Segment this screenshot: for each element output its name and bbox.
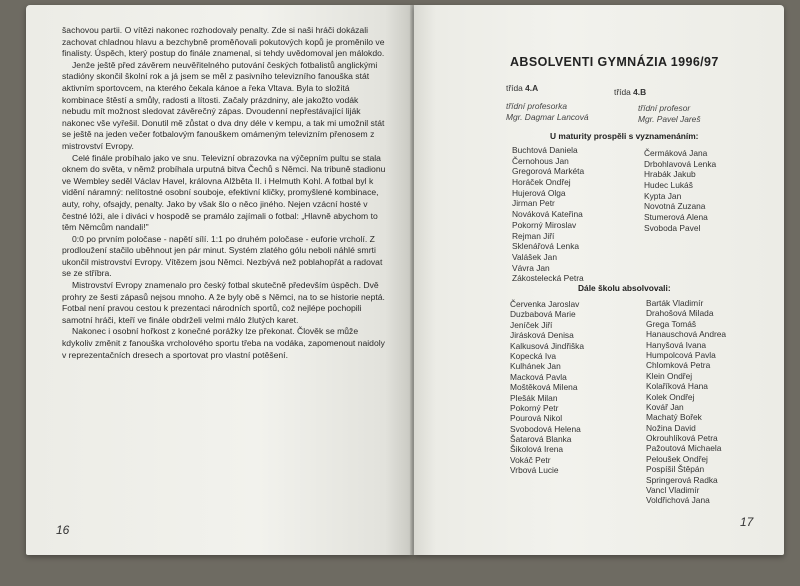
honors-list-b — [644, 148, 716, 234]
list-item: Pourová Nikol — [510, 413, 563, 424]
list-item: Springerová Radka — [646, 474, 718, 485]
list-item: Kovář Jan — [646, 401, 684, 412]
list-item: Kalkusová Jindřiška — [510, 340, 585, 351]
class-word: třída — [506, 83, 523, 93]
booklet-spread — [26, 5, 784, 555]
list-item: Čermáková Jana — [644, 148, 708, 158]
list-item: Moštěková Milena — [510, 382, 578, 393]
list-item: Šikolová Irena — [510, 444, 564, 455]
paragraph: šachovou partii. O vítězi nakonec rozhodovaly penalty. Zde si naši hráči dokázali zachovat chladnou hlavu a bezchybně proměňovali pokutových kopů je proměnilo ve finalisty. Úspěch, který postup do finále znamenal, si tehdy uvědomoval jen málokdo. — [62, 25, 385, 59]
list-item: Kolaříková Hana — [646, 381, 708, 392]
list-item: Nožina David — [646, 422, 696, 433]
article-text — [62, 25, 388, 361]
list-item: Šatarová Blanka — [510, 434, 572, 445]
list-item: Rejman Jiří — [512, 230, 555, 241]
list-item: Grega Tomáš — [646, 318, 697, 329]
list-item: Buchtová Daniela — [512, 145, 578, 155]
list-item: Zákostelecká Petra — [512, 273, 584, 284]
list-item: Sklenářová Lenka — [512, 241, 580, 252]
list-item: Klein Ondřej — [646, 370, 693, 381]
paragraph: Nakonec i osobní hořkost z konečné porážky lze překonat. Člověk se může kdykoliv změnit z fanouška vrcholového sportu třeba na vodáka, zapomenout naidoly v reprezentačních dresech a sportovat pro vlastní potěšení. — [62, 326, 385, 360]
page-number: 17 — [740, 515, 754, 529]
list-item: Voldřichová Jana — [646, 495, 710, 506]
paragraph: Celé finále probíhalo jako ve snu. Televizní obrazovka na výčepním pultu se stala oknem do světa, v němž probíhala urputná bitva Čechů s Němci. Na tribuně stadionu ve Wembley seděl Václav Havel, královna Alžběta II. i Helmuth Kohl. A fotbal byl k vidění náramný: nelítostné osobní souboje, efektivní kličky, promyšlené kombinace, auty, rohy, ofsajdy, penalty. Jako by však šlo o něco jiného. Nejen vzácní hosté v čestné lóži, ale i diváci v hospodě se pramálo zajímali o fotbal: „Hlavně abychom to těm Němcům nandali!" — [62, 152, 386, 233]
list-item: Novotná Zuzana — [644, 201, 706, 212]
teacher-name: Mgr. Pavel Jareš — [638, 113, 701, 124]
list-item: Svobodová Helena — [510, 423, 581, 434]
teacher-role: třídní profesorka — [506, 101, 567, 111]
list-item: Pospíšil Štěpán — [646, 464, 705, 475]
list-item: Vancl Vladimír — [646, 485, 700, 496]
list-item: Machatý Bořek — [646, 412, 702, 423]
class-word: třída — [614, 87, 631, 97]
list-item: Peloušek Ondřej — [646, 453, 708, 464]
list-item: Duzbabová Marie — [510, 309, 576, 320]
list-item: Humpolcová Pavla — [646, 349, 716, 360]
left-page — [26, 5, 412, 555]
list-item: Kypta Jan — [644, 190, 682, 201]
paragraph: 0:0 po prvním poločase - napětí sílí. 1:1 po druhém poločase - euforie vrcholí. Z prodloužení stačilo uběhnout jen pár minut. Systém zlatého gólu neboli náhlé smrti ukončil mistrovství Evropy. Vítězem jsou Němci. Nezbývá než poblahopřát a radovat se ze stříbra. — [62, 233, 383, 279]
list-item: Horáček Ondřej — [512, 177, 571, 188]
list-item: Červenka Jaroslav — [510, 299, 580, 309]
list-item: Kulhánek Jan — [510, 361, 561, 372]
list-item: Valášek Jan — [512, 251, 558, 262]
teacher-name: Mgr. Dagmar Lancová — [506, 111, 589, 122]
class-name: 4.B — [633, 87, 647, 97]
list-item: Barták Vladimír — [646, 298, 704, 308]
list-item: Macková Pavla — [510, 371, 567, 382]
list-item: Svoboda Pavel — [644, 222, 701, 233]
list-item: Gregorová Markéta — [512, 166, 585, 177]
list-item: Hrabák Jakub — [644, 169, 696, 180]
list-item: Jirásková Denisa — [510, 330, 574, 341]
class-b-label — [614, 87, 646, 97]
page-title: ABSOLVENTI GYMNÁZIA 1996/97 — [510, 55, 719, 69]
list-item: Jirman Petr — [512, 198, 555, 209]
list-item: Černohous Jan — [512, 155, 569, 166]
class-name: 4.A — [525, 83, 539, 93]
list-item: Drbohlavová Lenka — [644, 158, 717, 169]
others-list-b — [646, 298, 726, 506]
list-item: Hujerová Olga — [512, 187, 566, 198]
honors-heading: U maturity prospěli s vyznamenáním: — [550, 131, 699, 141]
class-a-teacher — [506, 101, 589, 122]
list-item: Chlomková Petra — [646, 360, 711, 371]
paragraph: Mistrovství Evropy znamenalo pro český fotbal skutečně především úspěch. Dvě prohry ze šesti zápasů nejsou mnoho. A že byly obě s Němci, na to se historie neptá. Fotbal není pravou cestou k prezentaci národních sportů, což nejlépe pochopili samotní hráči, kteří ve finále obdrželi velmi málo žlutých karet. — [62, 280, 385, 325]
others-heading: Dále školu absolvovali: — [578, 283, 671, 293]
paragraph: Jenže ještě před závěrem neuvěřitelného putování českých fotbalistů anglickými stadióny skončil školní rok a já jsem se měl z pasivního televizního fanouška stát aktivním sportovcem, na kterého čekala kánoe a řeka Vltava. Byla to složitá kombinace štěstí a smůly, radosti a lítosti. Začaly prázdniny, ale jakožto vodák nebudu mít možnost sledovat závěrečný zápas. Dvoudenní nepřestávající liják nakonec vše vyřešil. Donutil mě zůstat o dva dny déle v kempu, a tak mi umožnil stát se ještě na jeden večer fotbalovým fanouškem omámeným televizním přenosem z mistrovství Evropy. — [62, 59, 385, 151]
list-item: Drahošová Milada — [646, 308, 714, 319]
list-item: Hanyšová Ivana — [646, 339, 707, 350]
list-item: Pokorný Miroslav — [512, 219, 577, 230]
honors-list-a — [512, 145, 584, 284]
list-item: Hanauschová Andrea — [646, 329, 727, 340]
list-item: Kolek Ondřej — [646, 391, 695, 402]
list-item: Jeníček Jiří — [510, 319, 553, 330]
list-item: Plešák Milan — [510, 392, 558, 403]
list-item: Kopecká Iva — [510, 350, 557, 361]
list-item: Nováková Kateřina — [512, 209, 583, 220]
list-item: Vrbová Lucie — [510, 465, 559, 476]
list-item: Hudec Lukáš — [644, 180, 693, 191]
right-page — [414, 5, 784, 555]
class-a-label — [506, 83, 538, 93]
page-number: 16 — [56, 523, 70, 537]
list-item: Vávra Jan — [512, 262, 550, 273]
list-item: Vokáč Petr — [510, 454, 551, 465]
others-list-a — [510, 299, 584, 476]
list-item: Pokorný Petr — [510, 402, 559, 413]
list-item: Pažoutová Michaela — [646, 443, 722, 454]
class-b-teacher — [638, 103, 701, 124]
list-item: Okrouhlíková Petra — [646, 433, 718, 444]
teacher-role: třídní profesor — [638, 103, 691, 113]
list-item: Stumerová Alena — [644, 212, 708, 223]
